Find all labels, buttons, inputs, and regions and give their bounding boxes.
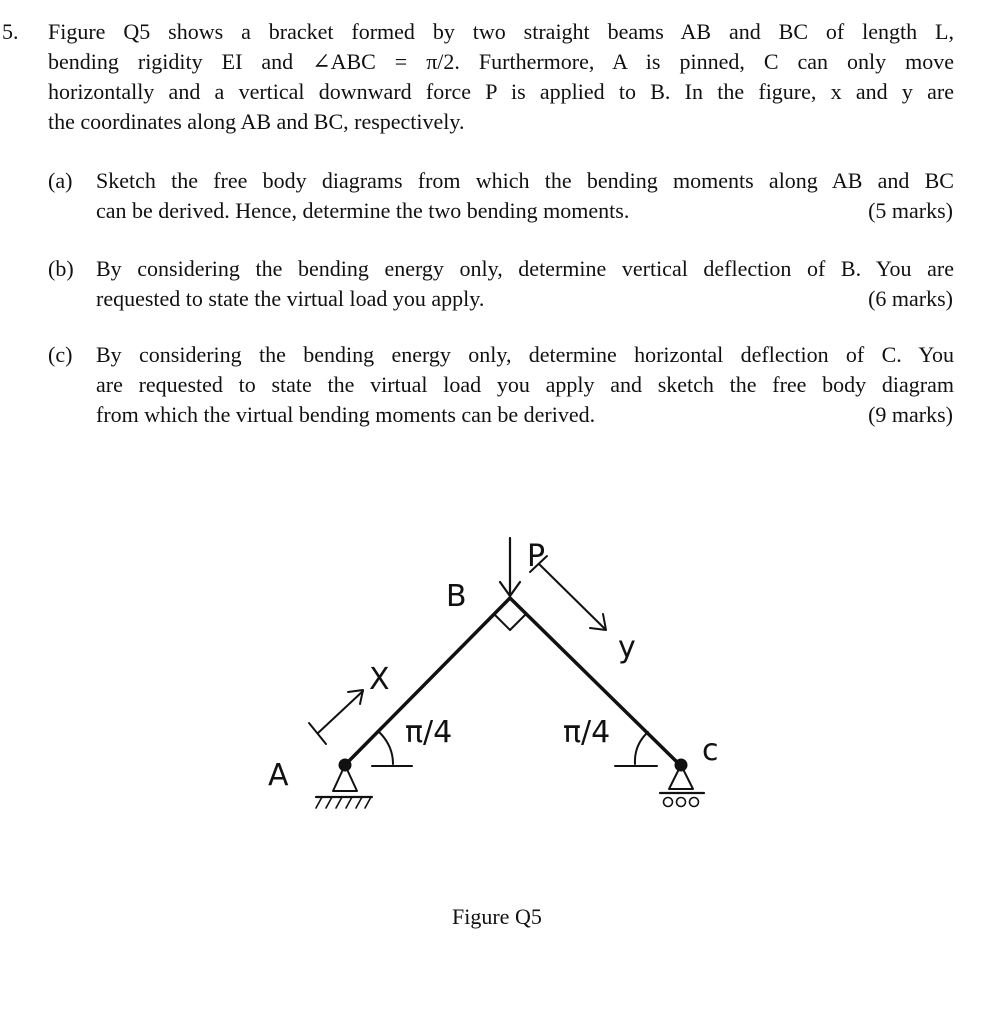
part-a-marks: (5 marks) (868, 198, 953, 223)
part-c-line-1: By considering the bending energy only, determine horizontal deflection of C. You (96, 342, 954, 367)
label-x: X (369, 662, 390, 697)
label-y: y (618, 630, 636, 665)
label-angle-a: π/4 (405, 715, 453, 750)
part-a-line-1: Sketch the free body diagrams from which the bending moments along AB and BC (96, 168, 954, 193)
pin-support-icon (316, 759, 372, 808)
part-a-label: (a) (48, 168, 73, 193)
part-b-line-1: By considering the bending energy only, determine vertical deflection of B. You are (96, 256, 954, 281)
x-coordinate-arrow-icon (309, 690, 363, 744)
angle-arc-a (378, 731, 393, 764)
label-angle-c: π/4 (563, 715, 611, 750)
label-c: c (702, 733, 719, 768)
part-b-line-2: requested to state the virtual load you apply. (96, 286, 485, 311)
figure-caption: Figure Q5 (452, 904, 542, 929)
label-p: P (527, 539, 546, 574)
question-line-3: horizontally and a vertical downward force P is applied to B. In the figure, x and y are (48, 79, 954, 104)
part-c-label: (c) (48, 342, 73, 367)
load-arrow-icon (500, 538, 520, 596)
part-b-label: (b) (48, 256, 74, 281)
right-angle-marker (494, 614, 526, 630)
question-line-2: bending rigidity EI and ∠ABC = π/2. Furthermore, A is pinned, C can only move (48, 49, 954, 74)
label-a: A (268, 758, 289, 793)
roller-support-icon (660, 759, 704, 807)
question-number: 5. (2, 19, 19, 44)
part-a-line-2: can be derived. Hence, determine the two bending moments. (96, 198, 630, 223)
question-line-1: Figure Q5 shows a bracket formed by two straight beams AB and BC of length L, (48, 19, 954, 44)
part-c-marks: (9 marks) (868, 402, 953, 427)
part-c-line-3: from which the virtual bending moments can be derived. (96, 402, 596, 427)
part-c-line-2: are requested to state the virtual load you apply and sketch the free body diagram (96, 372, 954, 397)
part-b-marks: (6 marks) (868, 286, 953, 311)
question-line-4: the coordinates along AB and BC, respectively. (48, 109, 465, 134)
angle-arc-c (635, 732, 648, 764)
label-b: B (446, 579, 467, 614)
